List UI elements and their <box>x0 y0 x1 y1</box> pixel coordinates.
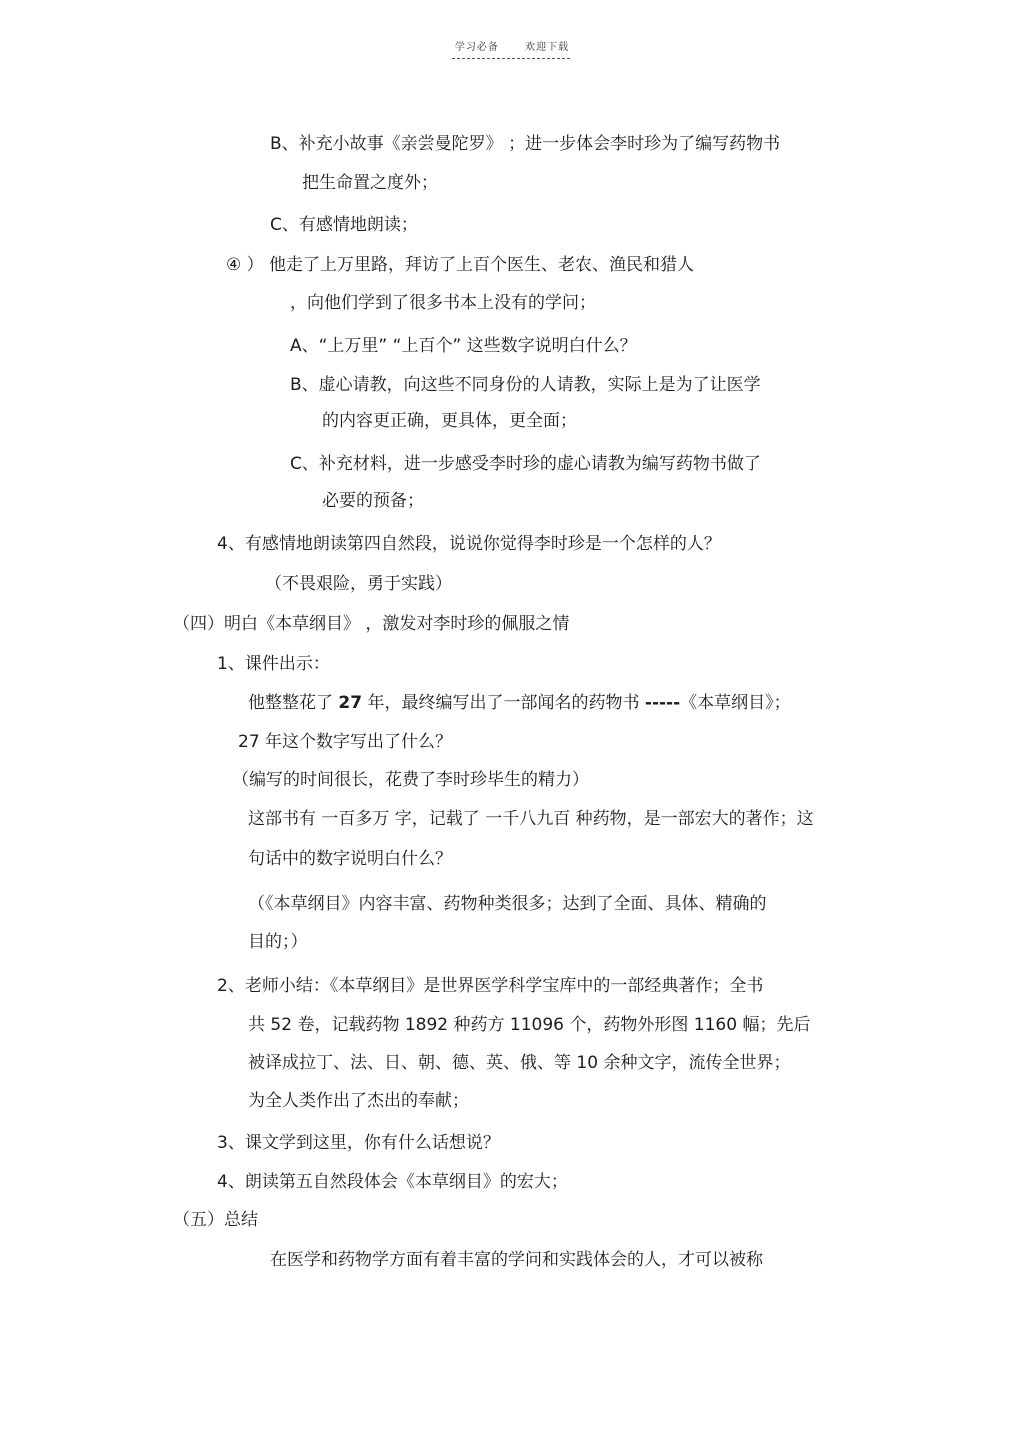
text-line: C、补充材料，进一步感受李时珍的虚心请教为编写药物书做了 <box>290 454 761 474</box>
text-line: 在医学和药物学方面有着丰富的学问和实践体会的人，才可以被称 <box>270 1250 763 1270</box>
text-line: （不畏艰险，勇于实践） <box>265 574 452 594</box>
page-header <box>0 38 1024 53</box>
text-line: 这部书有 一百多万 字，记载了 一千八九百 种药物，是一部宏大的著作；这 <box>248 809 814 829</box>
text-line: 共 52 卷，记载药物 1892 种药方 11096 个，药物外形图 1160 幅；先后 <box>248 1015 811 1035</box>
text-line: 目的；） <box>248 932 308 952</box>
text-line: ④ ） 他走了上万里路，拜访了上百个医生、老农、渔民和猎人 <box>226 255 695 275</box>
text-line: （编写的时间很长，花费了李时珍毕生的精力） <box>232 770 589 790</box>
header-right-text: 欢迎下载 <box>525 42 570 53</box>
text-line: B、虚心请教，向这些不同身份的人请教，实际上是为了让医学 <box>290 375 761 395</box>
text-line: 被译成拉丁、法、日、朝、德、英、俄、等 10 余种文字，流传全世界； <box>248 1053 791 1073</box>
section-heading: （五）总结 <box>173 1210 258 1230</box>
text-line: 3、课文学到这里，你有什么话想说？ <box>217 1133 500 1153</box>
text-line: 必要的预备； <box>322 491 424 511</box>
text-line: C、有感情地朗读； <box>270 215 418 235</box>
text-segment: 年，最终编写出了一部闻名的药物书 <box>362 693 645 713</box>
text-line: 为全人类作出了杰出的奉献； <box>248 1091 469 1111</box>
text-line: A、“上万里” “上百个” 这些数字说明白什么？ <box>290 336 637 356</box>
text-line: 句话中的数字说明白什么？ <box>248 849 452 869</box>
text-segment: 《本草纲目》； <box>680 693 791 713</box>
text-line: （《本草纲目》内容丰富、药物种类很多；达到了全面、具体、精确的 <box>248 894 767 914</box>
text-line-mixed <box>248 692 791 714</box>
text-line: ，向他们学到了很多书本上没有的学问； <box>290 293 596 313</box>
header-divider <box>452 58 570 59</box>
text-line: 4、朗读第五自然段体会《本草纲目》的宏大； <box>217 1172 568 1192</box>
text-line: 2、老师小结：《本草纲目》是世界医学科学宝库中的一部经典著作；全书 <box>217 976 764 996</box>
header-left-text: 学习必备 <box>454 42 499 53</box>
text-line: 的内容更正确，更具体，更全面； <box>322 411 577 431</box>
text-line: 4、有感情地朗读第四自然段，说说你觉得李时珍是一个怎样的人？ <box>217 534 721 554</box>
text-line: B、补充小故事《亲尝曼陀罗》 ；进一步体会李时珍为了编写药物书 <box>270 134 781 154</box>
text-segment-bold: 27 <box>338 693 363 713</box>
text-line: 27 年这个数字写出了什么？ <box>238 732 453 752</box>
section-heading: （四）明白《本草纲目》 ，激发对李时珍的佩服之情 <box>173 614 570 634</box>
text-segment: 他整整花了 <box>248 693 339 713</box>
text-line: 把生命置之度外； <box>302 173 438 193</box>
text-line: 1、课件出示： <box>217 654 330 674</box>
text-segment-bold: ----- <box>644 693 681 713</box>
